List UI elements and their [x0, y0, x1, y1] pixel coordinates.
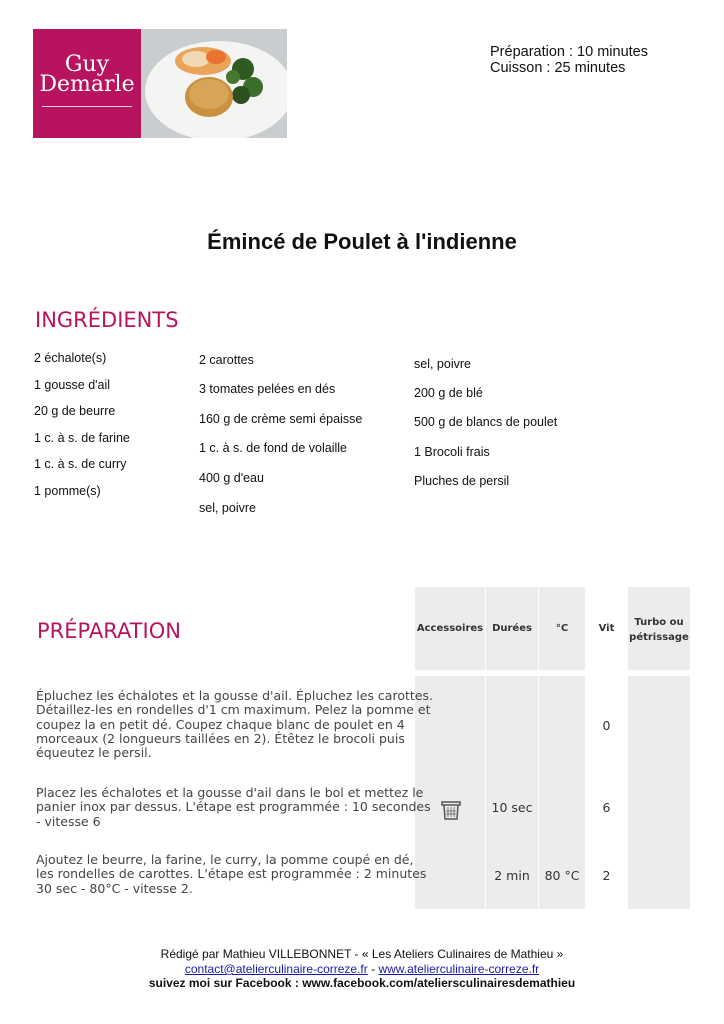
- step-text: [36, 689, 433, 760]
- header-durees: Durées: [492, 623, 532, 634]
- step-line: coupez la en petit dé. Coupez chaque blanc de poulet en 4: [36, 716, 405, 732]
- preparation-heading: PRÉPARATION: [37, 619, 181, 643]
- ingredient-item: 1 c. à s. de farine: [34, 431, 130, 445]
- header-turbo-line2: pétrissage: [629, 632, 689, 643]
- ingredient-item: sel, poivre: [199, 501, 256, 515]
- step-text: [36, 786, 431, 829]
- logo-divider: [42, 106, 132, 107]
- step-text: [36, 853, 426, 896]
- brand-logo-text: [33, 52, 141, 97]
- ingredient-item: 20 g de beurre: [34, 404, 116, 418]
- ingredient-item: Pluches de persil: [414, 474, 510, 488]
- step-temperature: 80 °C: [544, 868, 580, 883]
- column-turbo: [628, 676, 690, 909]
- step-line: équeutez le persil.: [36, 745, 152, 761]
- header-turbo-line1: Turbo ou: [634, 617, 684, 628]
- step-duration: 10 sec: [491, 800, 533, 815]
- ingredient-item: 3 tomates pelées en dés: [199, 382, 336, 396]
- website-link[interactable]: www.atelierculinaire-correze.fr: [378, 962, 540, 976]
- step-speed: 2: [602, 868, 611, 883]
- logo-line2: Demarle: [39, 72, 135, 97]
- header-temp: °C: [555, 623, 569, 634]
- footer-contact: [0, 962, 724, 976]
- step-line: Placez les échalotes et la gousse d'ail dans le bol et mettez le: [36, 785, 424, 800]
- ingredient-item: 400 g d'eau: [199, 471, 264, 485]
- footer-facebook: suivez moi sur Facebook : www.facebook.com/ateliersculinairesdemathieu: [148, 976, 576, 990]
- step-line: 30 sec - 80°C - vitesse 2.: [36, 880, 193, 896]
- step-line: Épluchez les échalotes et la gousse d'ail. Épluchez les carottes.: [36, 688, 433, 703]
- step-speed: 0: [602, 718, 611, 733]
- ingredient-item: 2 carottes: [199, 353, 254, 367]
- ingredient-item: 500 g de blancs de poulet: [414, 415, 558, 429]
- basket-icon: [441, 801, 461, 826]
- ingredient-item: 1 c. à s. de curry: [34, 457, 127, 471]
- footer-separator: -: [367, 962, 379, 976]
- logo-line1: Guy: [64, 52, 110, 77]
- step-line: les rondelles de carottes. L'étape est programmée : 2 minutes: [36, 866, 427, 882]
- email-link[interactable]: contact@atelierculinaire-correze.fr: [184, 962, 368, 976]
- header-turbo: [628, 615, 690, 645]
- step-line: panier inox par dessus. L'étape est programmée : 10 secondes: [36, 799, 431, 815]
- ingredient-item: 1 Brocoli frais: [414, 445, 490, 459]
- ingredient-item: 2 échalote(s): [34, 351, 107, 365]
- timing-info: [490, 44, 648, 76]
- prep-time: Préparation : 10 minutes: [490, 44, 648, 60]
- recipe-title: Émincé de Poulet à l'indienne: [207, 229, 517, 254]
- step-line: Détaillez-les en rondelles d'1 cm maximum. Pelez la pomme et: [36, 702, 431, 718]
- ingredient-item: 1 gousse d'ail: [34, 378, 111, 392]
- ingredient-item: 1 c. à s. de fond de volaille: [199, 441, 348, 455]
- step-line: Ajoutez le beurre, la farine, le curry, la pomme coupé en dé,: [36, 852, 414, 867]
- cook-time: Cuisson : 25 minutes: [490, 60, 626, 76]
- header-vit: Vit: [598, 623, 615, 634]
- footer-author: Rédigé par Mathieu VILLEBONNET - « Les Ateliers Culinaires de Mathieu »: [160, 947, 564, 961]
- header-accessoires: Accessoires: [416, 623, 484, 634]
- ingredient-item: 160 g de crème semi épaisse: [199, 412, 363, 426]
- step-line: morceaux (2 longueurs taillées en 2). Étêtez le brocoli puis: [36, 730, 405, 746]
- ingredients-heading: INGRÉDIENTS: [35, 308, 179, 332]
- ingredient-item: sel, poivre: [414, 357, 471, 371]
- step-speed: 6: [602, 800, 611, 815]
- step-duration: 2 min: [494, 868, 530, 883]
- step-line: - vitesse 6: [36, 813, 101, 829]
- dish-photo: [141, 29, 287, 138]
- ingredient-item: 200 g de blé: [414, 386, 483, 400]
- ingredient-item: 1 pomme(s): [34, 484, 101, 498]
